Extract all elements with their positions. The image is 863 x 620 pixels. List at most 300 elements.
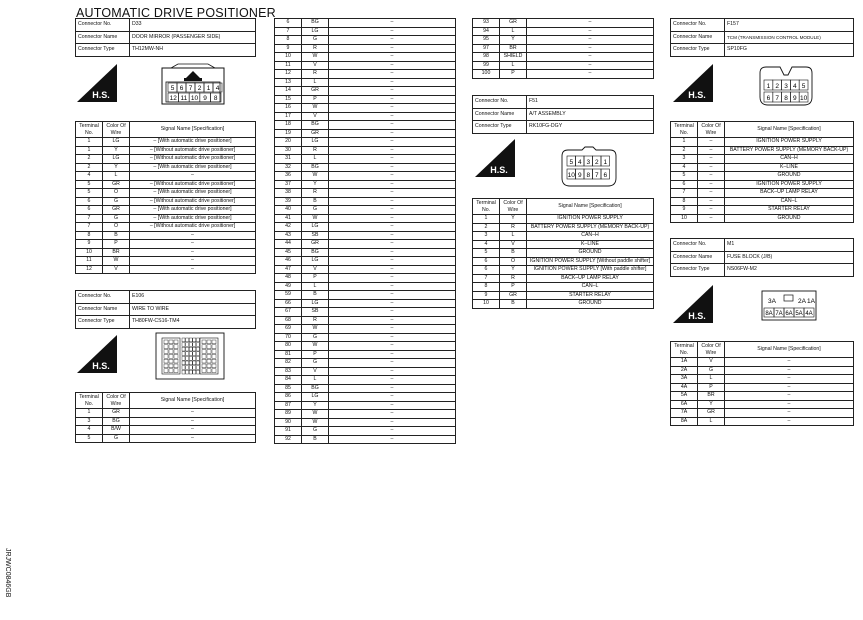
terminal-no: 47 bbox=[275, 265, 302, 274]
label: Connector Name bbox=[76, 31, 130, 44]
label: Connector Type bbox=[671, 44, 725, 57]
wire-color: LG bbox=[302, 27, 329, 36]
terminal-no: 8 bbox=[275, 36, 302, 45]
signal-name: GROUND bbox=[527, 300, 654, 309]
table-row bbox=[76, 426, 256, 435]
terminal-no: 2 bbox=[76, 163, 103, 172]
pin-cavity bbox=[207, 345, 211, 349]
terminal-no: 44 bbox=[275, 240, 302, 249]
pin-label: 9 bbox=[203, 94, 207, 102]
wire-color: R bbox=[302, 146, 329, 155]
table-row bbox=[473, 27, 654, 36]
pin-cavity bbox=[202, 364, 206, 368]
signal-name: – bbox=[527, 53, 654, 62]
signal-name: – bbox=[725, 409, 854, 418]
signal-name: – [With automatic drive positioner] bbox=[130, 214, 256, 223]
signal-name-header: Signal Name [Specification] bbox=[527, 199, 654, 215]
pin-cavity bbox=[189, 352, 192, 356]
terminal-no: 93 bbox=[473, 19, 500, 28]
signal-name: – bbox=[130, 240, 256, 249]
wire-color: BG bbox=[302, 248, 329, 257]
wire-color: LG bbox=[103, 138, 130, 147]
label: Connector Type bbox=[76, 44, 130, 57]
hs-label: H.S. bbox=[490, 165, 508, 175]
pin-cavity bbox=[164, 350, 168, 354]
table-row bbox=[275, 146, 456, 155]
table-row bbox=[76, 180, 256, 189]
signal-name-header: Signal Name [Specification] bbox=[130, 393, 256, 409]
pin-cavity bbox=[186, 338, 189, 342]
table-row bbox=[473, 300, 654, 309]
wire-color: B bbox=[302, 291, 329, 300]
table-row bbox=[473, 249, 654, 258]
signal-name: – bbox=[329, 214, 456, 223]
table-row bbox=[671, 214, 854, 223]
signal-name: – bbox=[725, 392, 854, 401]
signal-name: – bbox=[329, 384, 456, 393]
signal-name: – bbox=[130, 248, 256, 257]
signal-name: – bbox=[329, 299, 456, 308]
terminal-no: 43 bbox=[275, 231, 302, 240]
pin-cavity bbox=[196, 370, 199, 374]
terminal-no: 10 bbox=[473, 300, 500, 309]
pin-cavity bbox=[186, 352, 189, 356]
table-row bbox=[275, 189, 456, 198]
wire-color: LG bbox=[302, 223, 329, 232]
terminal-no: 6A bbox=[671, 400, 698, 409]
wire-color: L bbox=[103, 172, 130, 181]
wire-color: R bbox=[500, 223, 527, 232]
pin-cavity bbox=[193, 356, 196, 360]
pin-cavity bbox=[193, 361, 196, 365]
wire-color: GR bbox=[500, 19, 527, 28]
pin-label: 7 bbox=[594, 171, 599, 179]
pin-cavity bbox=[196, 366, 199, 370]
terminal-no: 8 bbox=[76, 231, 103, 240]
table-row bbox=[275, 53, 456, 62]
table-row bbox=[76, 417, 256, 426]
wire-color: V bbox=[302, 265, 329, 274]
d33-terminal-table bbox=[75, 121, 256, 274]
terminal-no: 6 bbox=[76, 206, 103, 215]
signal-name: – bbox=[329, 410, 456, 419]
terminal-no: 7 bbox=[275, 27, 302, 36]
pin-cavity bbox=[169, 350, 173, 354]
pin-cavity bbox=[164, 364, 168, 368]
pin-cavity bbox=[212, 340, 216, 344]
wire-color: L bbox=[698, 375, 725, 384]
terminal-no: 2 bbox=[671, 146, 698, 155]
pin-cavity bbox=[193, 343, 196, 347]
wire-color: GR bbox=[500, 291, 527, 300]
signal-name: – bbox=[329, 172, 456, 181]
wire-color-header: Color Of Wire bbox=[103, 393, 130, 409]
wire-color: G bbox=[302, 359, 329, 368]
terminal-no: 7 bbox=[473, 274, 500, 283]
terminal-no: 46 bbox=[275, 257, 302, 266]
label: Connector Name bbox=[671, 251, 725, 264]
pin-cavity bbox=[182, 370, 185, 374]
hs-badge-icon bbox=[75, 333, 119, 375]
pin-cavity bbox=[182, 356, 185, 360]
table-row bbox=[76, 214, 256, 223]
table-row bbox=[473, 283, 654, 292]
signal-name: CAN–L bbox=[725, 197, 854, 206]
wire-color: Y bbox=[698, 400, 725, 409]
wire-color: GR bbox=[103, 180, 130, 189]
terminal-no: 8 bbox=[473, 283, 500, 292]
label: Connector No. bbox=[671, 239, 725, 252]
table-row bbox=[473, 215, 654, 224]
signal-name: IGNITION POWER SUPPLY [Without paddle shifter] bbox=[527, 257, 654, 266]
signal-name: – bbox=[329, 27, 456, 36]
signal-name: STARTER RELAY bbox=[725, 206, 854, 215]
wire-color: R bbox=[302, 189, 329, 198]
terminal-no: 40 bbox=[275, 206, 302, 215]
pin-cavity bbox=[182, 343, 185, 347]
terminal-no: 3 bbox=[473, 232, 500, 241]
terminal-no: 37 bbox=[275, 180, 302, 189]
table-row bbox=[671, 375, 854, 384]
pin-cavity bbox=[212, 354, 216, 358]
terminal-no: 10 bbox=[671, 214, 698, 223]
signal-name: – bbox=[329, 223, 456, 232]
table-row bbox=[275, 265, 456, 274]
connector-no: F157 bbox=[725, 19, 854, 32]
pin-label: 4 bbox=[215, 84, 220, 92]
pin-cavity bbox=[169, 369, 173, 373]
table-row bbox=[275, 155, 456, 164]
pin-cavity bbox=[207, 359, 211, 363]
pin-cavity bbox=[193, 366, 196, 370]
wire-color: BG bbox=[302, 384, 329, 393]
signal-name: – bbox=[329, 325, 456, 334]
table-row bbox=[275, 316, 456, 325]
signal-name: – bbox=[329, 70, 456, 79]
pin-label: 5 bbox=[801, 82, 806, 90]
wire-color: GR bbox=[302, 129, 329, 138]
pin-label: 4 bbox=[792, 82, 797, 90]
signal-name: – bbox=[130, 265, 256, 274]
signal-name: – bbox=[130, 417, 256, 426]
label: Connector No. bbox=[76, 291, 130, 304]
wire-color: – bbox=[698, 189, 725, 198]
pin-cavity bbox=[207, 340, 211, 344]
table-row bbox=[275, 104, 456, 113]
terminal-no: 7 bbox=[76, 223, 103, 232]
signal-name-header: Signal Name [Specification] bbox=[725, 342, 854, 358]
terminal-no: 30 bbox=[275, 146, 302, 155]
pin-label: 10 bbox=[190, 94, 199, 102]
terminal-no: 19 bbox=[275, 129, 302, 138]
wire-color: BR bbox=[698, 392, 725, 401]
d33-connector-info bbox=[75, 18, 256, 57]
signal-name: – bbox=[329, 367, 456, 376]
signal-name: K–LINE bbox=[725, 163, 854, 172]
pin-cavity bbox=[196, 338, 199, 342]
wire-color: G bbox=[103, 197, 130, 206]
table-row bbox=[275, 214, 456, 223]
table-row bbox=[275, 401, 456, 410]
wire-color: V bbox=[103, 265, 130, 274]
pin-cavity bbox=[189, 366, 192, 370]
table-row bbox=[275, 333, 456, 342]
wire-color: GR bbox=[698, 409, 725, 418]
table-row bbox=[671, 180, 854, 189]
connector-type: RK10FG-DGY bbox=[527, 121, 654, 134]
terminal-no: 16 bbox=[275, 104, 302, 113]
terminal-no: 5A bbox=[671, 392, 698, 401]
table-row bbox=[275, 95, 456, 104]
terminal-no: 6 bbox=[76, 197, 103, 206]
table-row bbox=[275, 384, 456, 393]
terminal-no: 45 bbox=[275, 248, 302, 257]
pin-cavity bbox=[202, 350, 206, 354]
pin-label: 1 bbox=[206, 84, 211, 92]
table-row bbox=[671, 366, 854, 375]
terminal-no: 31 bbox=[275, 155, 302, 164]
signal-name: – bbox=[527, 44, 654, 53]
table-row bbox=[275, 418, 456, 427]
table-row bbox=[275, 44, 456, 53]
pin-cavity bbox=[207, 354, 211, 358]
pin-cavity bbox=[169, 345, 173, 349]
terminal-no: 8A bbox=[671, 417, 698, 426]
terminal-no: 9 bbox=[473, 291, 500, 300]
wire-color: B bbox=[500, 300, 527, 309]
wire-color: W bbox=[302, 214, 329, 223]
terminal-no: 86 bbox=[275, 393, 302, 402]
table-row bbox=[275, 172, 456, 181]
terminal-no: 94 bbox=[473, 27, 500, 36]
signal-name: – bbox=[329, 240, 456, 249]
signal-name: CAN–H bbox=[725, 155, 854, 164]
f51-connector-info bbox=[472, 95, 654, 134]
wire-color: R bbox=[500, 274, 527, 283]
terminal-no: 3 bbox=[671, 155, 698, 164]
signal-name: – bbox=[725, 417, 854, 426]
pin-cavity bbox=[196, 347, 199, 351]
wire-color: G bbox=[103, 214, 130, 223]
table-row bbox=[275, 359, 456, 368]
terminal-no: 4 bbox=[76, 172, 103, 181]
terminal-no: 42 bbox=[275, 223, 302, 232]
pin-label: 8 bbox=[586, 171, 591, 179]
f157-terminal-table bbox=[670, 121, 854, 223]
terminal-no: 70 bbox=[275, 333, 302, 342]
terminal-no: 1 bbox=[76, 138, 103, 147]
wire-color: Y bbox=[103, 146, 130, 155]
wire-color: V bbox=[302, 367, 329, 376]
pin-cavity bbox=[182, 338, 185, 342]
terminal-no: 80 bbox=[275, 342, 302, 351]
signal-name: – bbox=[725, 358, 854, 367]
signal-name: – bbox=[329, 231, 456, 240]
terminal-no-header: Terminal No. bbox=[76, 122, 103, 138]
wire-color: – bbox=[698, 197, 725, 206]
signal-name: – bbox=[527, 61, 654, 70]
signal-name: – [Without automatic drive positioner] bbox=[130, 197, 256, 206]
signal-name: – bbox=[329, 206, 456, 215]
signal-name: IGNITION POWER SUPPLY bbox=[527, 215, 654, 224]
signal-name: – [Without automatic drive positioner] bbox=[130, 223, 256, 232]
wire-color: W bbox=[302, 410, 329, 419]
pin-label: 9 bbox=[792, 94, 797, 102]
pin-cavity bbox=[174, 350, 178, 354]
terminal-no: 13 bbox=[275, 78, 302, 87]
pin-cavity bbox=[189, 361, 192, 365]
hs-label: H.S. bbox=[688, 90, 706, 100]
wire-color: BG bbox=[302, 163, 329, 172]
table-row bbox=[671, 417, 854, 426]
signal-name: – bbox=[329, 36, 456, 45]
table-row bbox=[76, 248, 256, 257]
table-row bbox=[275, 129, 456, 138]
wire-color: R bbox=[302, 316, 329, 325]
hs-badge-icon bbox=[671, 283, 715, 325]
terminal-no: 1 bbox=[76, 409, 103, 418]
signal-name: – bbox=[329, 155, 456, 164]
wire-color: L bbox=[302, 376, 329, 385]
terminal-no: 68 bbox=[275, 316, 302, 325]
terminal-no: 11 bbox=[76, 257, 103, 266]
connector-type: TH12MW-NH bbox=[130, 44, 256, 57]
table-row bbox=[76, 434, 256, 443]
signal-name: – bbox=[329, 418, 456, 427]
pin-cavity bbox=[207, 364, 211, 368]
table-row bbox=[275, 121, 456, 130]
terminal-no: 9 bbox=[76, 240, 103, 249]
wire-color: V bbox=[698, 358, 725, 367]
pin-cavity bbox=[196, 352, 199, 356]
e106-terminal-table-continued bbox=[274, 18, 456, 444]
pin-label: 8 bbox=[213, 94, 218, 102]
wire-color-header: Color Of Wire bbox=[500, 199, 527, 215]
pin-cavity bbox=[182, 366, 185, 370]
pin-label: 4A bbox=[805, 310, 813, 317]
pin-label: 6 bbox=[179, 84, 184, 92]
wire-color: L bbox=[302, 155, 329, 164]
pin-label: 10 bbox=[567, 171, 575, 179]
terminal-no: 4 bbox=[76, 426, 103, 435]
signal-name-header: Signal Name [Specification] bbox=[725, 122, 854, 138]
wire-color: L bbox=[500, 232, 527, 241]
table-row bbox=[671, 383, 854, 392]
table-row bbox=[473, 44, 654, 53]
pin-label: 4 bbox=[577, 158, 582, 166]
hs-label: H.S. bbox=[92, 90, 110, 100]
wire-color: BR bbox=[103, 248, 130, 257]
table-row bbox=[671, 138, 854, 147]
pin-cavity bbox=[174, 359, 178, 363]
signal-name: – bbox=[329, 112, 456, 121]
table-row bbox=[275, 410, 456, 419]
table-row bbox=[76, 197, 256, 206]
signal-name: – bbox=[329, 189, 456, 198]
f51-connector-icon bbox=[558, 146, 620, 188]
label: Connector Type bbox=[671, 264, 725, 277]
table-row bbox=[473, 70, 654, 79]
table-row bbox=[275, 231, 456, 240]
signal-name: CAN–H bbox=[527, 232, 654, 241]
pin-cavity bbox=[186, 366, 189, 370]
wire-color: Y bbox=[302, 401, 329, 410]
terminal-no: 7 bbox=[76, 214, 103, 223]
table-row bbox=[671, 400, 854, 409]
wire-color: P bbox=[500, 70, 527, 79]
wire-color: W bbox=[302, 172, 329, 181]
table-row bbox=[275, 223, 456, 232]
pin-cavity bbox=[164, 354, 168, 358]
terminal-no: 15 bbox=[275, 95, 302, 104]
terminal-no: 6 bbox=[671, 180, 698, 189]
table-row bbox=[671, 189, 854, 198]
terminal-no: 14 bbox=[275, 87, 302, 96]
signal-name: – bbox=[329, 435, 456, 444]
pin-cavity bbox=[186, 361, 189, 365]
signal-name: – bbox=[329, 342, 456, 351]
signal-name: – bbox=[329, 121, 456, 130]
label: Connector Type bbox=[473, 121, 527, 134]
pin-cavity bbox=[164, 359, 168, 363]
table-row bbox=[671, 206, 854, 215]
wire-color: G bbox=[103, 434, 130, 443]
table-row bbox=[76, 155, 256, 164]
connector-no: M1 bbox=[725, 239, 854, 252]
signal-name: – bbox=[329, 333, 456, 342]
pin-label: 2 bbox=[775, 82, 780, 90]
connector-no: E106 bbox=[130, 291, 256, 304]
pin-cavity bbox=[164, 369, 168, 373]
wire-color: SHIELD bbox=[500, 53, 527, 62]
pin-label: 7 bbox=[775, 94, 780, 102]
pin-cavity bbox=[182, 361, 185, 365]
wire-color: B bbox=[103, 231, 130, 240]
signal-name: – bbox=[725, 400, 854, 409]
terminal-no: 36 bbox=[275, 172, 302, 181]
terminal-no: 66 bbox=[275, 299, 302, 308]
pin-cavity bbox=[196, 343, 199, 347]
table-row bbox=[275, 325, 456, 334]
pin-cavity bbox=[169, 359, 173, 363]
wire-color: R bbox=[302, 44, 329, 53]
connector-type: TH80FW-CS16-TM4 bbox=[130, 316, 256, 329]
pin-label: 2 bbox=[594, 158, 599, 166]
wire-color: L bbox=[500, 27, 527, 36]
signal-name: – bbox=[130, 434, 256, 443]
signal-name: BATTERY POWER SUPPLY (MEMORY BACK-UP) bbox=[527, 223, 654, 232]
wire-color: – bbox=[698, 138, 725, 147]
table-row bbox=[473, 223, 654, 232]
terminal-no-header: Terminal No. bbox=[671, 342, 698, 358]
pin-cavity bbox=[164, 345, 168, 349]
pin-label: 2A bbox=[798, 298, 806, 305]
table-row bbox=[275, 206, 456, 215]
pin-label: 9 bbox=[577, 171, 582, 179]
wire-color: BG bbox=[103, 417, 130, 426]
signal-name: – bbox=[725, 375, 854, 384]
pin-cavity bbox=[212, 345, 216, 349]
f157-connector-info bbox=[670, 18, 854, 57]
terminal-no-header: Terminal No. bbox=[473, 199, 500, 215]
wire-color: P bbox=[500, 283, 527, 292]
signal-name: – bbox=[329, 282, 456, 291]
table-row bbox=[275, 163, 456, 172]
pin-cavity bbox=[212, 359, 216, 363]
signal-name: – bbox=[329, 197, 456, 206]
terminal-no: 95 bbox=[473, 36, 500, 45]
wire-color: L bbox=[500, 61, 527, 70]
